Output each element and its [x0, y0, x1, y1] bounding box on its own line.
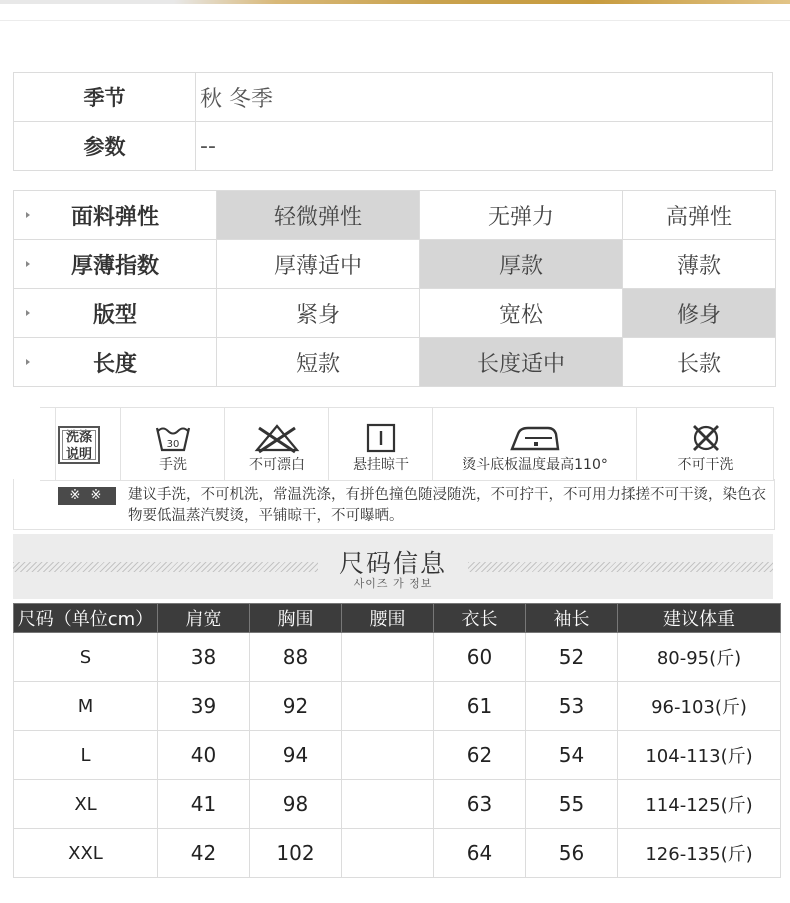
triangle-bullet-icon — [26, 212, 30, 218]
param-row — [14, 122, 773, 171]
note-mark: ※ ※ — [58, 487, 116, 505]
attribute-option-selected: 修身 — [623, 289, 776, 338]
size-cell: 92 — [250, 682, 342, 731]
size-info-title: 尺码信息 — [338, 549, 447, 578]
size-cell: 102 — [250, 829, 342, 878]
size-cell: S — [14, 633, 158, 682]
size-header-cell: 肩宽 — [158, 604, 250, 633]
size-cell: 42 — [158, 829, 250, 878]
attribute-option-selected: 轻微弹性 — [217, 191, 420, 240]
top-decorative-bar — [0, 0, 790, 4]
attribute-name — [14, 289, 217, 338]
size-header-cell: 尺码（单位cm） — [14, 604, 158, 633]
size-cell: 104-113(斤) — [618, 731, 781, 780]
basic-info-table — [13, 72, 773, 171]
attribute-option: 高弹性 — [623, 191, 776, 240]
size-cell: 52 — [526, 633, 618, 682]
wash-item-no-bleach — [224, 408, 329, 480]
attribute-row — [14, 338, 776, 387]
attribute-option: 紧身 — [217, 289, 420, 338]
size-cell: 38 — [158, 633, 250, 682]
season-row — [14, 73, 773, 122]
size-cell: L — [14, 731, 158, 780]
size-cell — [342, 829, 434, 878]
size-cell: 41 — [158, 780, 250, 829]
iron-icon — [508, 422, 562, 454]
size-cell: 53 — [526, 682, 618, 731]
hang-dry-icon — [365, 422, 397, 454]
wash-label-hang-dry: 悬挂晾干 — [353, 457, 409, 473]
triangle-bullet-icon — [26, 310, 30, 316]
size-cell: 114-125(斤) — [618, 780, 781, 829]
size-header-cell: 建议体重 — [618, 604, 781, 633]
size-cell: 64 — [434, 829, 526, 878]
size-table-header — [14, 604, 781, 633]
season-label: 季节 — [14, 73, 196, 122]
size-cell: 39 — [158, 682, 250, 731]
attribute-name-text: 厚薄指数 — [70, 253, 159, 279]
size-cell — [342, 633, 434, 682]
size-header-cell: 胸围 — [250, 604, 342, 633]
hand-wash-icon — [153, 422, 193, 454]
wash-item-iron — [432, 408, 637, 480]
param-label: 参数 — [14, 122, 196, 171]
size-cell: XXL — [14, 829, 158, 878]
basin-temp-label: 30 — [166, 439, 180, 450]
no-bleach-icon — [253, 422, 301, 454]
triangle-bullet-icon — [26, 261, 30, 267]
size-row — [14, 731, 781, 780]
wash-note-text: 建议手洗，不可机洗，常温洗涤，有拼色撞色随浸随洗，不可拧干，不可用力揉搓不可干烫，染色衣物要低温蒸汽熨烫，平铺晾干，不可曝晒。 — [128, 487, 766, 524]
top-divider — [0, 20, 790, 21]
triangle-bullet-icon — [26, 359, 30, 365]
size-cell — [342, 682, 434, 731]
wash-badge-line1: 洗涤 — [65, 430, 92, 445]
wash-note-row — [13, 479, 775, 530]
attribute-option: 无弹力 — [420, 191, 623, 240]
attribute-name — [14, 338, 217, 387]
attribute-name-text: 面料弹性 — [70, 204, 159, 230]
attribute-option: 短款 — [217, 338, 420, 387]
size-cell: 55 — [526, 780, 618, 829]
attribute-name — [14, 191, 217, 240]
season-value: 秋 冬季 — [196, 73, 773, 122]
size-cell: 88 — [250, 633, 342, 682]
no-dry-clean-icon — [690, 422, 722, 454]
attribute-row — [14, 240, 776, 289]
attribute-option: 薄款 — [623, 240, 776, 289]
wash-badge-line2: 说明 — [65, 447, 92, 462]
size-cell: XL — [14, 780, 158, 829]
wash-label-hand-wash: 手洗 — [159, 457, 187, 473]
size-cell: 98 — [250, 780, 342, 829]
wash-care-panel — [40, 407, 774, 481]
size-cell: 94 — [250, 731, 342, 780]
size-row — [14, 829, 781, 878]
size-table — [13, 603, 781, 878]
size-info-banner — [13, 534, 773, 599]
wash-label-no-dry-clean: 不可干洗 — [677, 457, 734, 473]
attribute-table — [13, 190, 776, 387]
attribute-option-selected: 长度适中 — [420, 338, 623, 387]
size-info-subtitle: 사이즈 가 정보 — [353, 577, 433, 590]
wash-item-hang-dry — [328, 408, 433, 480]
attribute-name-text: 长度 — [92, 351, 137, 377]
size-cell: 61 — [434, 682, 526, 731]
size-row — [14, 780, 781, 829]
wash-item-hand-wash — [120, 408, 225, 480]
size-cell: 54 — [526, 731, 618, 780]
attribute-option: 厚薄适中 — [217, 240, 420, 289]
size-cell: 80-95(斤) — [618, 633, 781, 682]
size-cell: M — [14, 682, 158, 731]
size-cell: 56 — [526, 829, 618, 878]
size-cell: 40 — [158, 731, 250, 780]
size-header-cell: 衣长 — [434, 604, 526, 633]
wash-instructions-badge — [58, 426, 100, 464]
param-value: -- — [196, 122, 773, 171]
attribute-option: 长款 — [623, 338, 776, 387]
size-cell — [342, 780, 434, 829]
size-row — [14, 682, 781, 731]
size-cell: 60 — [434, 633, 526, 682]
wash-item-no-dry-clean — [636, 408, 774, 480]
size-cell: 126-135(斤) — [618, 829, 781, 878]
size-cell: 62 — [434, 731, 526, 780]
attribute-row — [14, 289, 776, 338]
size-header-cell: 腰围 — [342, 604, 434, 633]
attribute-row — [14, 191, 776, 240]
attribute-name-text: 版型 — [92, 302, 137, 328]
size-cell: 96-103(斤) — [618, 682, 781, 731]
attribute-name — [14, 240, 217, 289]
attribute-option: 宽松 — [420, 289, 623, 338]
size-row — [14, 633, 781, 682]
size-cell — [342, 731, 434, 780]
attribute-option-selected: 厚款 — [420, 240, 623, 289]
size-header-cell: 袖长 — [526, 604, 618, 633]
size-cell: 63 — [434, 780, 526, 829]
wash-label-iron: 烫斗底板温度最高110° — [462, 457, 608, 473]
wash-label-no-bleach: 不可漂白 — [249, 457, 305, 473]
